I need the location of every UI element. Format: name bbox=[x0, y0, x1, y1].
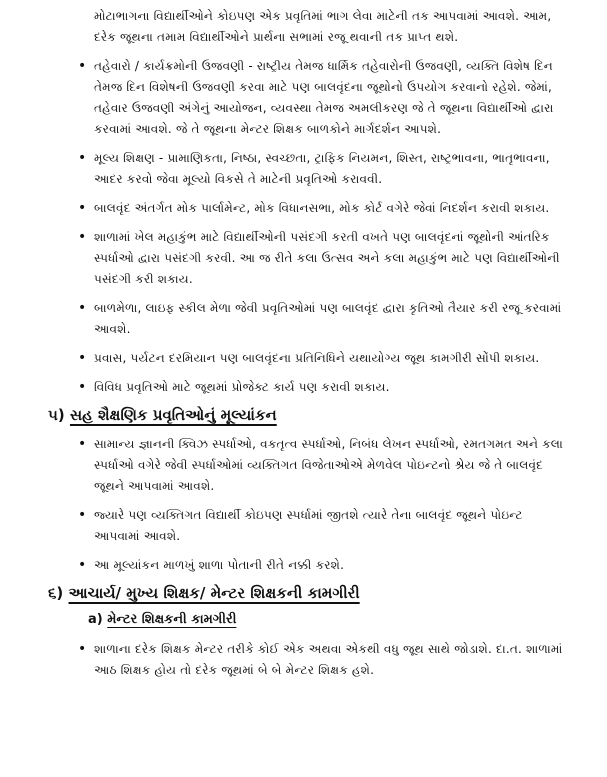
list-item: • જ્યારે પણ વ્યક્તિગત વિદ્યાર્થી કોઇપણ સ્પર્ધામાં જીતશે ત્યારે તેના બાલવૃંદ જૂથને પોઇન્ટ આપવામાં આવશે. bbox=[44, 505, 567, 547]
section-6-number: ૬) bbox=[48, 584, 64, 602]
list-item: • આ મૂલ્યાંકન માળખું શાળા પોતાની રીતે નક્કી કરશે. bbox=[44, 555, 567, 576]
subsection-a-title: મેન્ટર શિક્ષકની કામગીરી bbox=[107, 612, 237, 627]
list-item: • સામાન્ય જ્ઞાનની ક્વિઝ સ્પર્ધાઓ, વકતૃત્વ સ્પર્ધાઓ, નિબંધ લેખન સ્પર્ધાઓ, રમતગમત અને કલા સ્પર્ધાઓ વગેરે જેવી સ્પર્ધાઓમાં વ્યક્તિગત વિજેતાઓએ મેળવેલ પોઇન્ટનો શ્રેય જે તે બાલવૃંદ જૂથને આપવામાં આવશે. bbox=[44, 434, 567, 497]
section-6-heading bbox=[48, 584, 567, 602]
subsection-a-heading bbox=[88, 612, 567, 627]
list-item: • બાળમેળા, લાઇફ સ્કીલ મેળા જેવી પ્રવૃતિઓમાં પણ બાલવૃંદ દ્વારા કૃતિઓ તૈયાર કરી રજૂ કરવામાં આવશે. bbox=[44, 298, 567, 340]
list-item: • બાલવૃંદ અંતર્ગત મોક પાર્લામેન્ટ, મોક વિધાનસભા, મોક કોર્ટ વગેરે જેવાં નિદર્શન કરાવી શકાય. bbox=[44, 198, 567, 219]
intro-paragraph: મોટાભાગના વિદ્યાર્થીઓને કોઇપણ એક પ્રવૃતિમાં ભાગ લેવા માટેની તક આપવામાં આવશે. આમ, દરેક જૂથના તમામ વિદ્યાર્થીઓને પ્રાર્થના સભામાં રજૂ થવાની તક પ્રાપ્ત થશે. bbox=[94, 9, 552, 44]
subsection-a-letter: a) bbox=[88, 612, 103, 627]
document-page bbox=[0, 6, 607, 777]
mentor-duties-list bbox=[44, 639, 567, 681]
list-item: • પ્રવાસ, પર્યટન દરમિયાન પણ બાલવૃંદના પ્રતિનિધિને યથાયોગ્ય જૂથ કામગીરી સોંપી શકાય. bbox=[44, 348, 567, 369]
section-5-number: ૫) bbox=[48, 406, 65, 424]
section-5-heading bbox=[48, 406, 567, 424]
activities-list bbox=[44, 56, 567, 398]
list-item: • વિવિધ પ્રવૃતિઓ માટે જૂથમાં પ્રોજેક્ટ કાર્ય પણ કરાવી શકાય. bbox=[44, 377, 567, 398]
list-item: • તહેવારો / કાર્યક્રમોની ઉજવણી - રાષ્ટ્રીય તેમજ ધાર્મિક તહેવારોની ઉજવણી, વ્યક્તિ વિશેષ દિન તેમજ દિન વિશેષની ઉજવણી કરવા માટે પણ બાલવૃંદના જૂથોનો ઉપયોગ કરવાનો રહેશે. જેમાં, તહેવાર ઉજવણી અંગેનું આયોજન, વ્યવસ્થા તેમજ અમલીકરણ જે તે જૂથના વિદ્યાર્થીઓ દ્વારા કરવામાં આવશે. જે તે જૂથના મેન્ટર શિક્ષક બાળકોને માર્ગદર્શન આપશે. bbox=[44, 56, 567, 140]
section-5-title: સહ શૈક્ષણિક પ્રવૃતિઓનું મૂલ્યાંકન bbox=[69, 406, 277, 424]
list-item: • શાળામાં ખેલ મહાકુંભ માટે વિદ્યાર્થીઓની પસંદગી કરતી વખતે પણ બાલવૃંદનાં જૂથોની આંતરિક સ્પર્ધાઓ દ્વારા પસંદગી કરવી. આ જ રીતે કલા ઉત્સવ અને કલા મહાકુંભ માટે પણ વિદ્યાર્થીઓની પસંદગી કરી શકાય. bbox=[44, 227, 567, 290]
evaluation-list bbox=[44, 434, 567, 576]
list-item: • શાળાના દરેક શિક્ષક મેન્ટર તરીકે કોઈ એક અથવા એકથી વધુ જૂથ સાથે જોડાશે. દા.ત. શાળામાં આઠ શિક્ષક હોય તો દરેક જૂથમાં બે બે મેન્ટર શિક્ષક હશે. bbox=[44, 639, 567, 681]
section-6-title: આચાર્ય/ મુખ્ય શિક્ષક/ મેન્ટર શિક્ષકની કામગીરી bbox=[68, 584, 360, 602]
list-item: • મૂલ્ય શિક્ષણ - પ્રામાણિકતા, નિષ્ઠા, સ્વચ્છતા, ટ્રાફિક નિયમન, શિસ્ત, રાષ્ટ્રભાવના, ભાતૃભાવના, આદર કરવો જેવા મૂલ્યો વિકસે તે માટેની પ્રવૃતિઓ કરાવવી. bbox=[44, 148, 567, 190]
